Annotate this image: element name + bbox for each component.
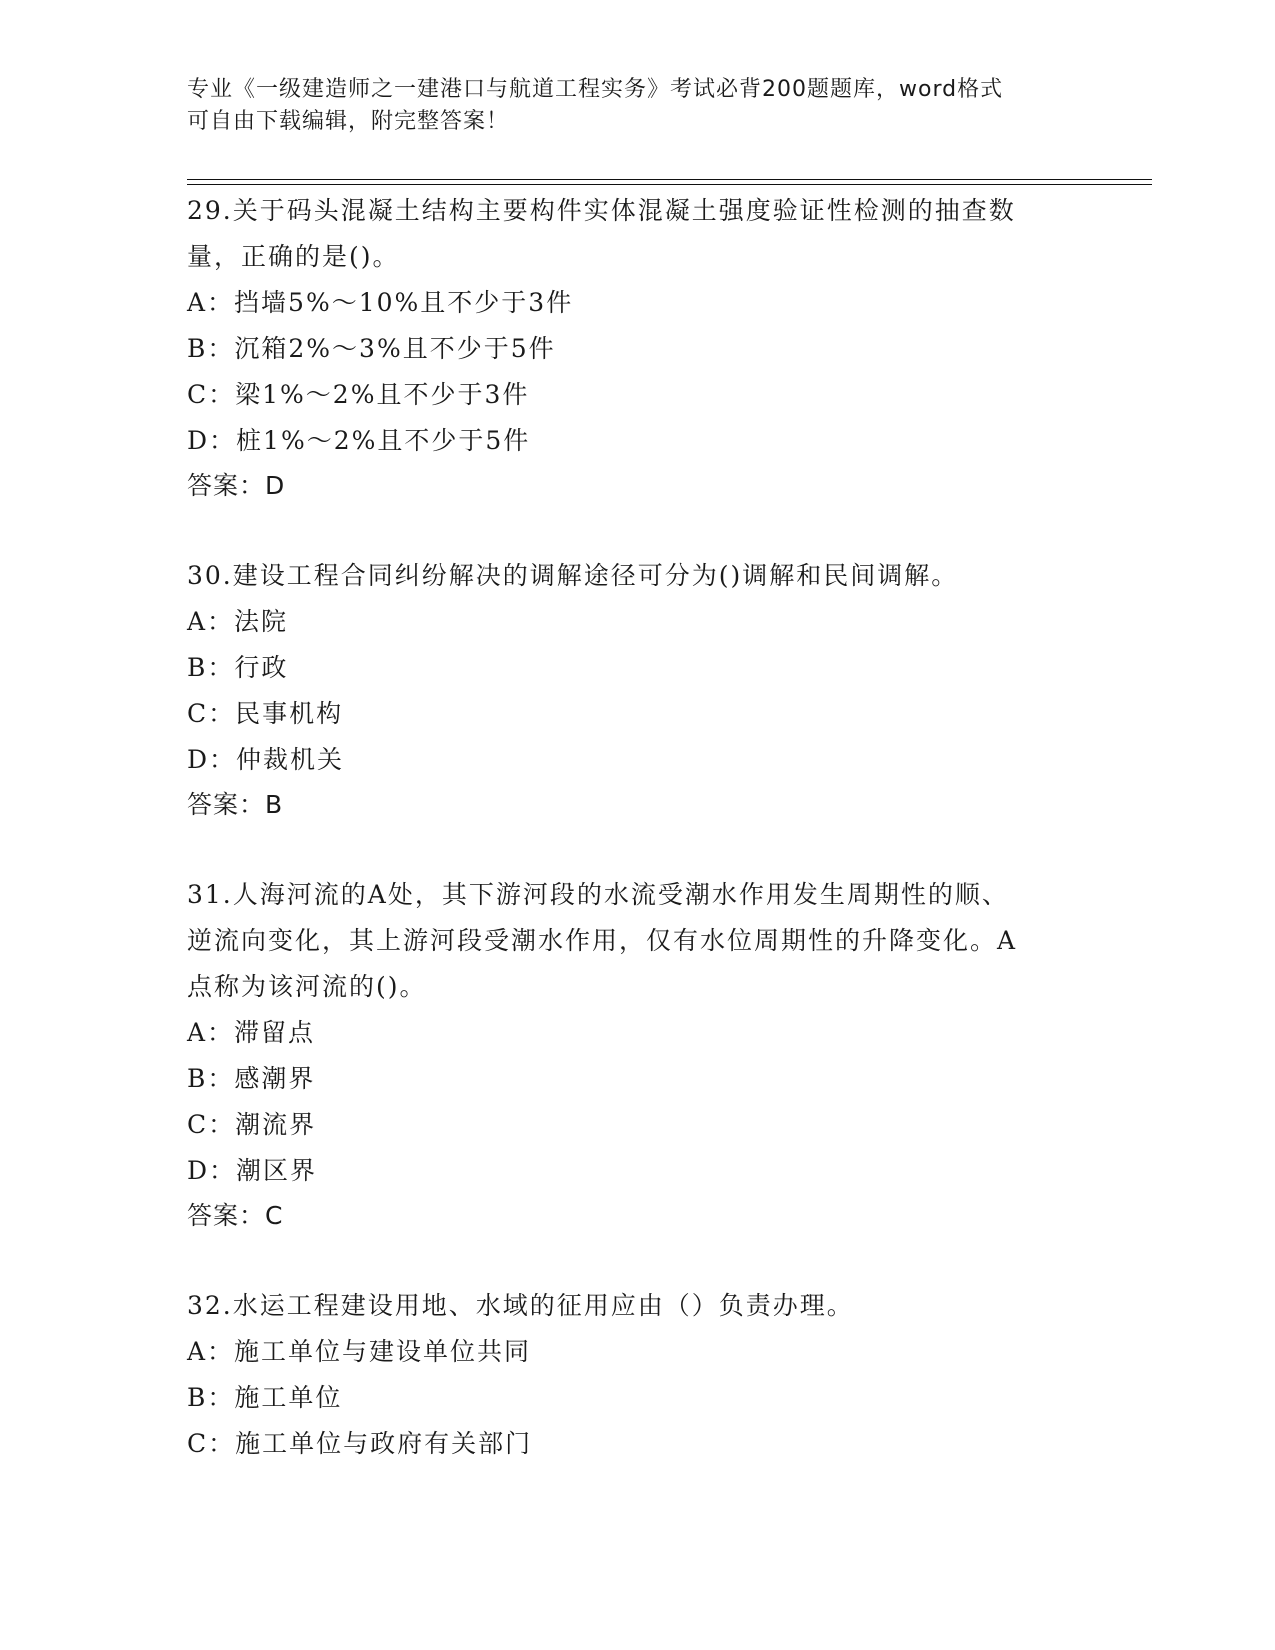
question-stem-line: 点称为该河流的()。 — [187, 972, 427, 1001]
option-a: A：滞留点 — [187, 1018, 316, 1047]
question-29 — [187, 188, 1087, 508]
option-c: C：民事机构 — [187, 699, 344, 728]
header-divider-top — [187, 179, 1152, 180]
answer-line: 答案：C — [187, 1201, 284, 1230]
document-header — [187, 74, 1067, 138]
question-stem-line: 量，正确的是()。 — [187, 242, 400, 271]
option-b: B：感潮界 — [187, 1064, 316, 1093]
option-b: B：行政 — [187, 653, 289, 682]
option-c: C：梁1%～2%且不少于3件 — [187, 380, 530, 409]
answer-line: 答案：D — [187, 471, 286, 500]
option-d: D：潮区界 — [187, 1156, 318, 1185]
header-line-2: 可自由下载编辑，附完整答案！ — [187, 109, 510, 134]
header-line-1: 专业《一级建造师之一建港口与航道工程实务》考试必背200题题库，word格式 — [187, 77, 1004, 102]
question-list — [187, 188, 1087, 1512]
option-d: D：仲裁机关 — [187, 745, 345, 774]
answer-line: 答案：B — [187, 790, 284, 819]
option-b: B：施工单位 — [187, 1383, 343, 1412]
question-stem-line: 32.水运工程建设用地、水域的征用应由（）负责办理。 — [187, 1291, 854, 1320]
option-a: A：挡墙5%～10%且不少于3件 — [187, 288, 574, 317]
question-30 — [187, 553, 1087, 827]
option-a: A：法院 — [187, 607, 289, 636]
option-c: C：潮流界 — [187, 1110, 317, 1139]
option-b: B：沉箱2%～3%且不少于5件 — [187, 334, 556, 363]
option-a: A：施工单位与建设单位共同 — [187, 1337, 532, 1366]
option-c: C：施工单位与政府有关部门 — [187, 1429, 533, 1458]
question-stem-line: 30.建设工程合同纠纷解决的调解途径可分为()调解和民间调解。 — [187, 561, 959, 590]
question-32 — [187, 1283, 1087, 1467]
question-stem-line: 29.关于码头混凝土结构主要构件实体混凝土强度验证性检测的抽查数 — [187, 196, 1016, 225]
header-divider-bottom — [187, 184, 1152, 185]
option-d: D：桩1%～2%且不少于5件 — [187, 426, 531, 455]
question-31 — [187, 872, 1087, 1238]
question-stem-line: 逆流向变化，其上游河段受潮水作用，仅有水位周期性的升降变化。A — [187, 926, 1018, 955]
question-stem-line: 31.人海河流的A处，其下游河段的水流受潮水作用发生周期性的顺、 — [187, 880, 1009, 909]
